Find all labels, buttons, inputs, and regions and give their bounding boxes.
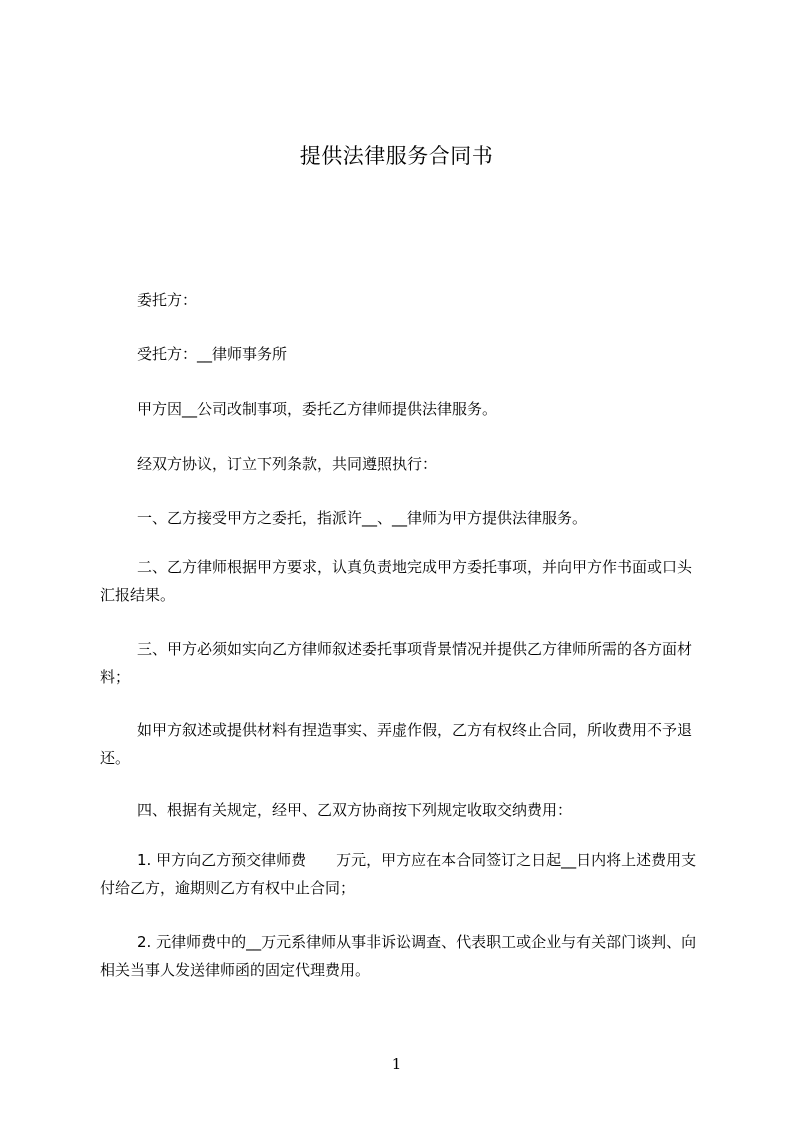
paragraph-clause-4: 四、根据有关规定，经甲、乙双方协商按下列规定收取交纳费用： [137, 801, 573, 819]
paragraph-clause-4-item-1: 1. 甲方向乙方预交律师费 万元，甲方应在本合同签订之日起__日内将上述费用支付给乙方，逾期则乙方有权中止合同； [100, 851, 697, 897]
paragraph-trustee: 受托方：__律师事务所 [137, 345, 288, 363]
paragraph-purpose: 甲方因__公司改制事项，委托乙方律师提供法律服务。 [137, 400, 498, 418]
paragraph-agreement: 经双方协议，订立下列条款，共同遵照执行： [137, 455, 438, 473]
paragraph-clause-3-note: 如甲方叙述或提供材料有捏造事实、弄虚作假，乙方有权终止合同，所收费用不予退还。 [100, 721, 693, 767]
paragraph-client: 委托方： [137, 291, 198, 309]
document-title: 提供法律服务合同书 [299, 144, 494, 168]
paragraph-clause-1: 一、乙方接受甲方之委托，指派许__、__律师为甲方提供法律服务。 [137, 509, 588, 527]
page-number: 1 [391, 1055, 402, 1073]
paragraph-clause-3: 三、甲方必须如实向乙方律师叙述委托事项背景情况并提供乙方律师所需的各方面材料； [100, 640, 693, 686]
paragraph-clause-2: 二、乙方律师根据甲方要求，认真负责地完成甲方委托事项，并向甲方作书面或口头汇报结果。 [100, 558, 693, 604]
paragraph-clause-4-item-2: 2. 元律师费中的__万元系律师从事非诉讼调查、代表职工或企业与有关部门谈判、向相关当事人发送律师函的固定代理费用。 [100, 933, 697, 979]
